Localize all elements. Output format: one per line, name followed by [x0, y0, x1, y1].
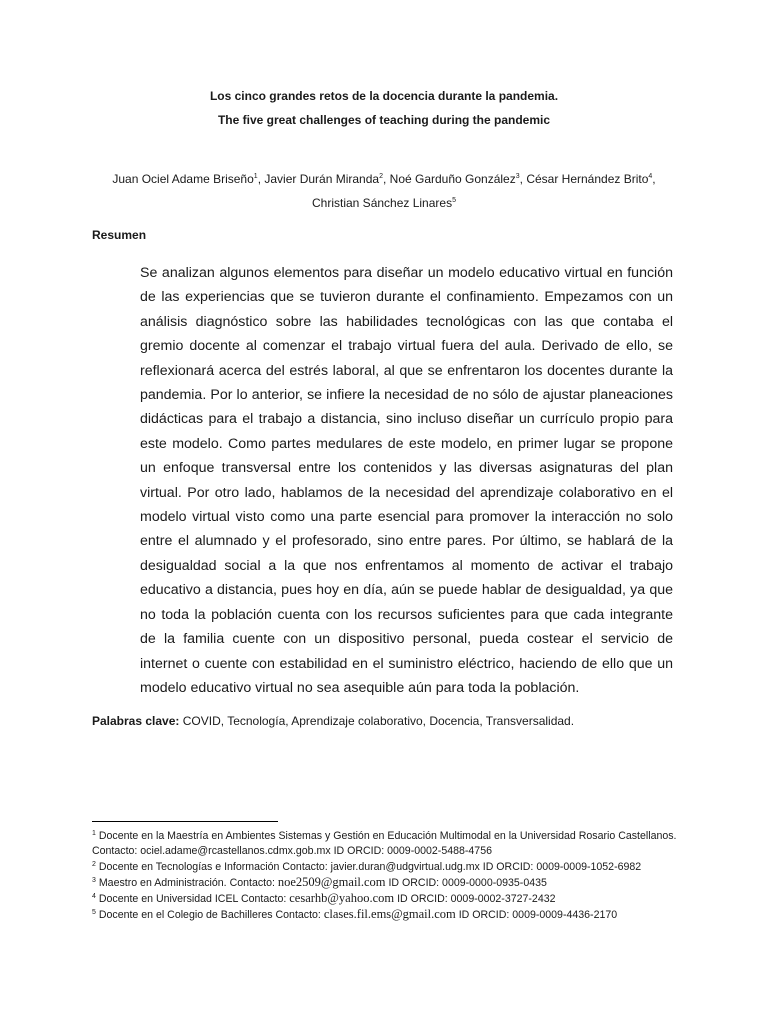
footnote-5	[92, 907, 682, 923]
author-name: Noé Garduño González	[389, 172, 516, 186]
author-affiliation-mark: 4	[648, 173, 653, 180]
footnote-orcid: ID ORCID: 0009-0000-0935-0435	[385, 876, 547, 889]
author-name: Christian Sánchez Linares	[312, 196, 453, 210]
footnote-1	[92, 829, 682, 860]
author-name: Juan Ociel Adame Briseño	[112, 172, 254, 186]
keywords-label: Palabras clave:	[92, 714, 180, 728]
footnote-orcid: ID ORCID: 0009-0009-4436-2170	[455, 909, 618, 922]
footnote-number: 3	[92, 876, 96, 884]
author-separator: ,	[652, 172, 656, 186]
footnote-2	[92, 860, 682, 875]
footnote-4	[92, 891, 682, 907]
author-affiliation-mark: 2	[379, 173, 383, 180]
footnote-number: 4	[92, 893, 96, 901]
title-spanish: Los cinco grandes retos de la docencia durante la pandemia.	[209, 89, 559, 103]
footnote-email: noe2509@gmail.com	[277, 874, 386, 889]
footnote-text: Docente en la Maestría en Ambientes Sistemas y Gestión en Educación Multimodal en la Universidad Rosario Castellanos. Contacto: ociel.adame@rcastellanos.cdmx.gob.mx ID ORCID: 0009-0002-5488-4756	[92, 830, 677, 858]
footnote-number: 1	[92, 830, 96, 837]
footnote-number: 5	[92, 909, 96, 917]
footnote-separator	[92, 821, 278, 822]
footnote-email: cesarhb@yahoo.com	[289, 891, 395, 906]
footnote-text: Docente en Tecnologías e Información Contacto: javier.duran@udgvirtual.udg.mx ID ORCID: 0009-0009-1052-6982	[95, 860, 642, 873]
footnote-text: Docente en el Colegio de Bachilleres Contacto:	[95, 909, 324, 922]
author-name: César Hernández Brito	[526, 172, 649, 186]
author-separator: ,	[257, 172, 265, 186]
author-affiliation-mark: 5	[452, 197, 456, 204]
keywords-text: COVID, Tecnología, Aprendizaje colaborativo, Docencia, Transversalidad.	[179, 714, 575, 728]
author-list	[80, 167, 688, 215]
footnote-email: clases.fil.ems@gmail.com	[323, 907, 456, 922]
footnote-number: 2	[92, 860, 96, 868]
footnote-text: Maestro en Administración. Contacto:	[95, 876, 278, 889]
author-separator: ,	[519, 172, 527, 186]
keywords	[92, 714, 692, 728]
footnotes	[92, 829, 682, 924]
abstract-body: Se analizan algunos elementos para diseñar un modelo educativo virtual en función de las experiencias que se tuvieron durante el confinamiento. Empezamos con un análisis diagnóstico sobre las habilidades tecnológicas con las que contaba el gremio docente al comenzar el trabajo virtual fuera del aula. Derivado de ello, se reflexionará acerca del estrés laboral, al que se enfrentaron los docentes durante la pandemia. Por lo anterior, se infiere la necesidad de no sólo de ajustar planeaciones didácticas para el trabajo a distancia, sino incluso diseñar un currículo propio para este modelo. Como partes medulares de este modelo, en primer lugar se propone un enfoque transversal entre los contenidos y las diversas asignaturas del plan virtual. Por otro lado, hablamos de la necesidad del aprendizaje colaborativo en el modelo virtual visto como una parte esencial para promover la interacción no solo entre el alumnado y el profesorado, sino entre pares. Por último, se hablará de la desigualdad social a la que nos enfrentamos al momento de activar el trabajo educativo a distancia, pues hoy en día, aún se puede hablar de desigualdad, ya que no toda la población cuenta con los recursos suficientes para que cada integrante de la familia cuente con un dispositivo personal, pueda costear el servicio de internet o cuente con estabilidad en el suministro eléctrico, haciendo de ello que un modelo educativo virtual no sea asequible aún para toda la población.	[140, 265, 673, 696]
author-affiliation-mark: 3	[515, 173, 520, 180]
author-affiliation-mark: 1	[253, 173, 258, 180]
footnote-orcid: ID ORCID: 0009-0002-3727-2432	[394, 893, 556, 906]
title-english: The five great challenges of teaching during the pandemic	[217, 113, 551, 127]
author-separator: ,	[382, 172, 390, 186]
author-name: Javier Durán Miranda	[264, 172, 380, 186]
abstract-heading: Resumen	[92, 228, 147, 242]
footnote-3	[92, 875, 682, 891]
footnote-text: Docente en Universidad ICEL Contacto:	[95, 893, 290, 906]
